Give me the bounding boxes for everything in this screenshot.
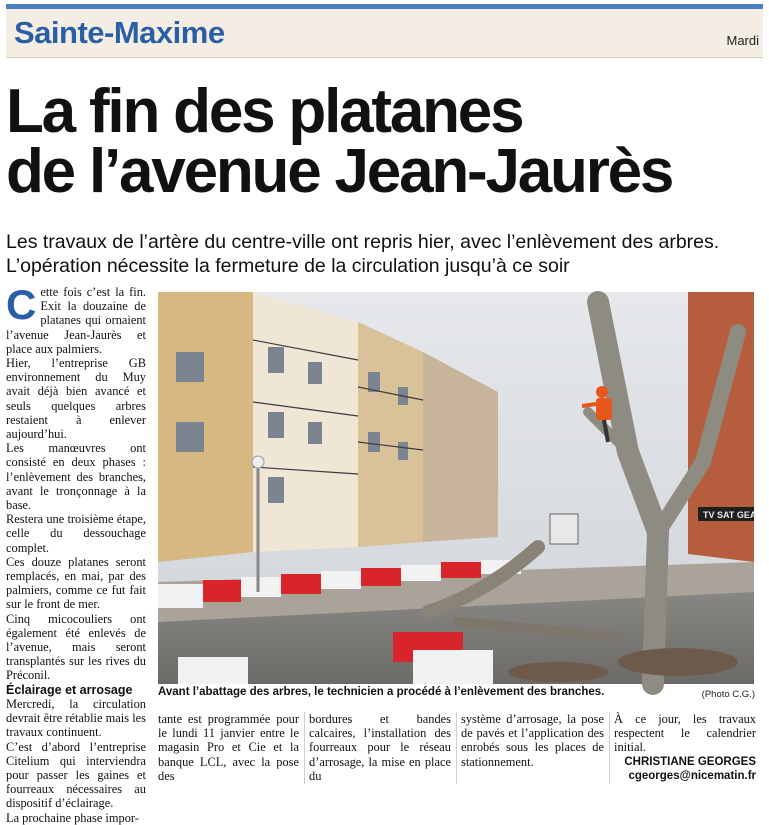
dropcap: C (6, 281, 37, 328)
column-divider (456, 712, 457, 784)
paragraph: Hier, l’entreprise GB environnement du Muy avait déjà bien avancé et seuls quelques arbres restaient à enlever aujourd’hui. (6, 356, 146, 442)
street-scene-illustration (158, 292, 757, 684)
truck (550, 514, 578, 544)
lead-paragraph (6, 281, 146, 356)
paragraph: Cinq micocouliers ont également été enlevés de l’avenue, mais seront transplantés sur les rives du Préconil. (6, 611, 146, 683)
lead-text: ette fois c’est la fin. Exit la douzaine de platanes qui ornaient l’avenue Jean-Jaurès et place aux palmiers. (6, 285, 146, 356)
paragraph: Restera une troisième étape, celle du dessouchage complet. (6, 512, 146, 555)
photo-credit: (Photo C.G.) (701, 689, 755, 700)
article-column-2: tante est programmée pour le lundi 11 janvier entre le magasin Pro et Cie et la banque LCL, avec la pose des (158, 712, 299, 783)
section-title: Sainte-Maxime (14, 15, 225, 50)
headline-line-1: La fin des platanes (6, 77, 523, 146)
paragraph: C’est d’abord l’entreprise Citelium qui interviendra pour passer les gaines et fourreaux nécessaires au dispositif d’éclairage. (6, 739, 146, 811)
author-signature: CHRISTIANE GEORGES (624, 755, 756, 768)
building-ochre (158, 292, 253, 562)
standfirst: Les travaux de l’artère du centre-ville ont repris hier, avec l’enlèvement des arbres. L’opération nécessite la fermeture de la circulation jusqu’à ce soir (6, 231, 720, 277)
paragraph: Ces douze platanes seront remplacés, en mai, par des palmiers, comme ce fut fait sur le front de mer. (6, 554, 146, 612)
paragraph: La prochaine phase impor- (6, 810, 139, 825)
column-divider (304, 712, 305, 784)
article-column-5 (614, 712, 756, 783)
article-column-3: bordures et bandes calcaires, l’installation des fourreaux pour le réseau d’arrosage, la mise en place du (309, 712, 451, 783)
article-photo (158, 292, 757, 684)
column-divider (609, 712, 610, 784)
shop-sign-text: TV SAT GEA (703, 510, 757, 520)
lamp-head (252, 456, 264, 468)
paragraph: À ce jour, les travaux respectent le calendrier initial. (614, 712, 756, 755)
article-column-1 (6, 281, 146, 825)
building-far (358, 322, 423, 547)
article-column-4: système d’arrosage, la pose de pavés et l’application des enrobés sous les places de stationnement. (461, 712, 604, 769)
subheading: Éclairage et arrosage (6, 682, 133, 697)
author-email[interactable]: cgeorges@nicematin.fr (628, 769, 756, 782)
paragraph: Les manœuvres ont consisté en deux phases : l’enlèvement des branches, avant le tronçonnage à la base. (6, 441, 146, 513)
photo-caption: Avant l’abattage des arbres, le technicien a procédé à l’enlèvement des branches. (158, 686, 605, 698)
headline-line-2: de l’avenue Jean-Jaurès (6, 137, 673, 206)
headline (6, 77, 763, 206)
day-label: Mardi (726, 33, 759, 48)
paragraph: Mercredi, la circulation devrait être rétablie mais les travaux continuent. (6, 696, 146, 740)
